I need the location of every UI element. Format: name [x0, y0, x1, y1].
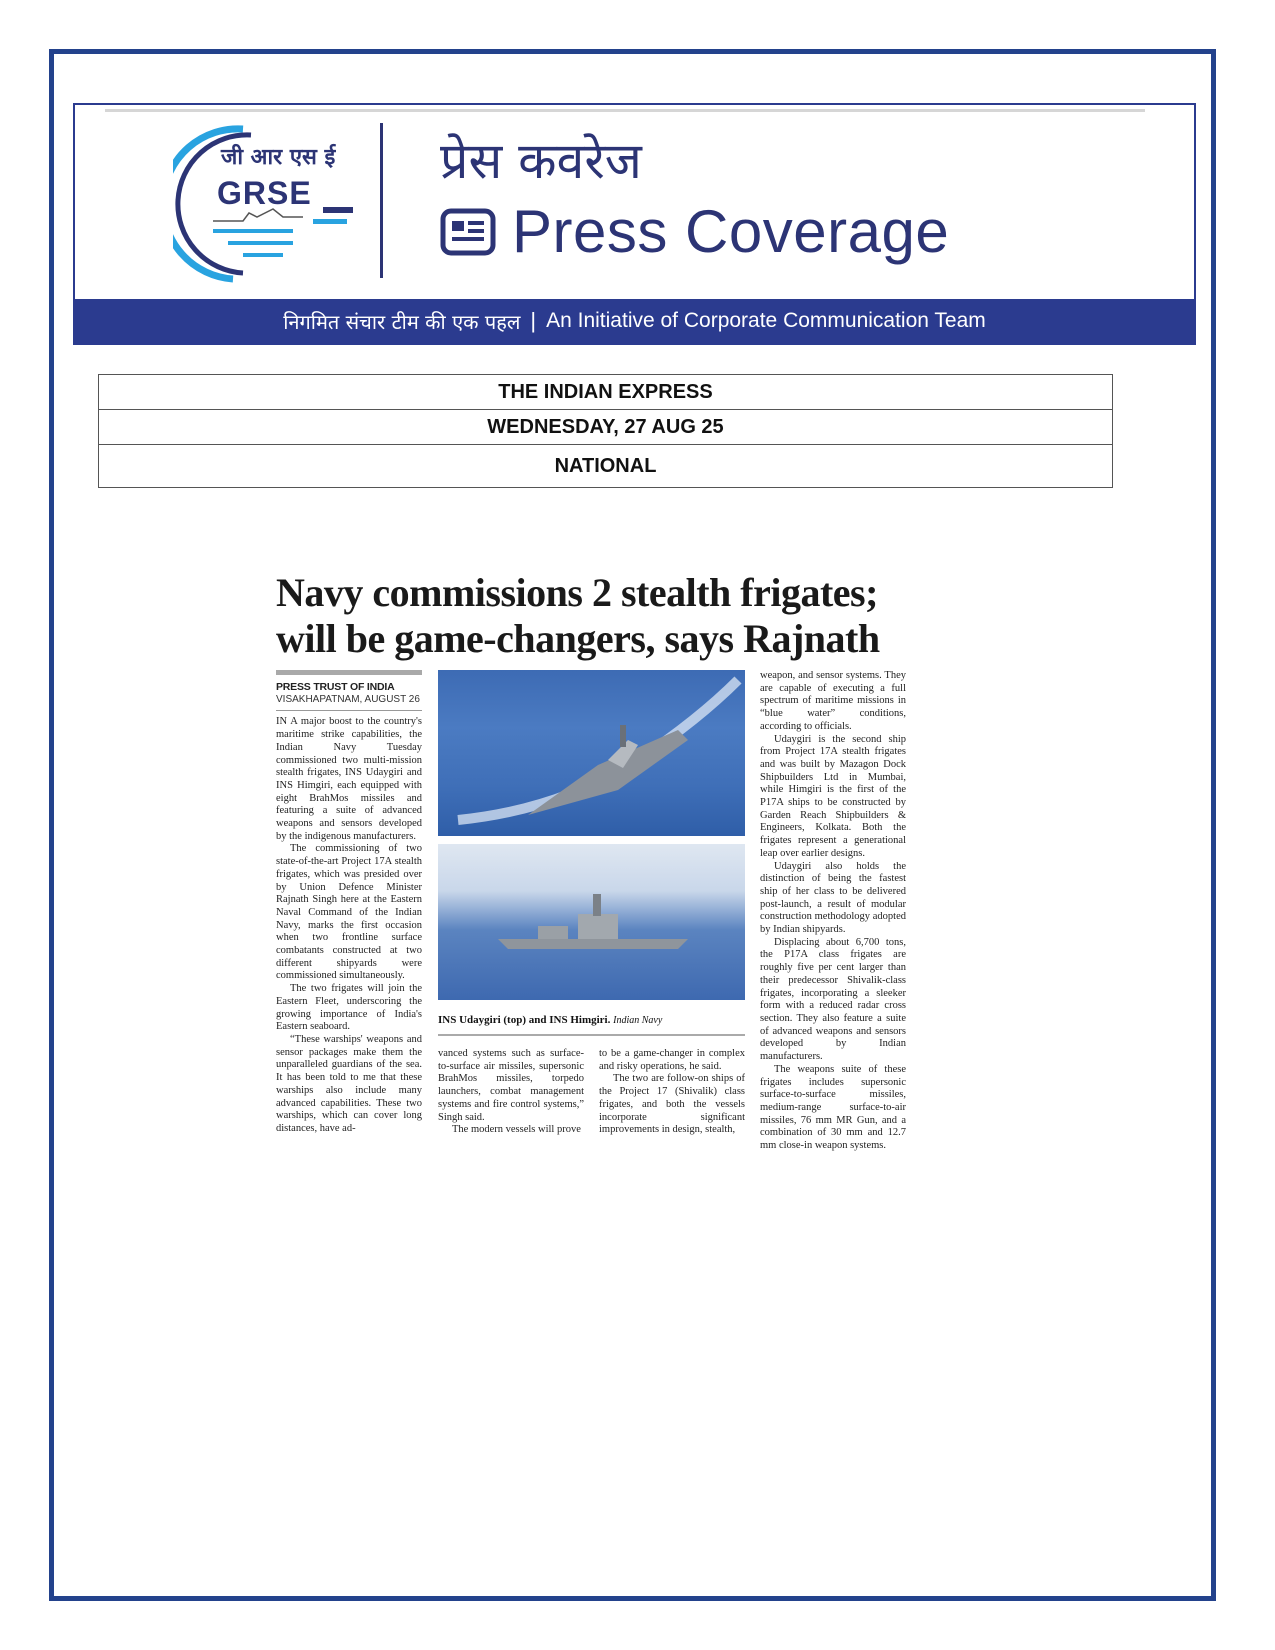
photo-caption — [438, 1014, 745, 1036]
paragraph: Udaygiri is the second ship from Project 17A stealth frigates and was built by Mazagon Dock Shipbuilders Ltd in Mumbai, while Himgiri is the first of the P17A ships to be constructed by Garden Reach Shipbuilders & Engineers, Kolkata. Both the frigates represent a generational leap over earlier designs. — [760, 733, 906, 859]
paragraph: The two are follow-on ships of the Project 17 (Shivalik) class frigates, and both the vessels incorporate significant improvements in design, stealth, — [599, 1073, 745, 1136]
photo-ins-himgiri — [438, 844, 745, 1000]
banner-tagline-strip — [75, 299, 1194, 343]
publication-name: THE INDIAN EXPRESS — [99, 375, 1113, 410]
paragraph: to be a game-changer in complex and risky operations, he said. — [599, 1048, 745, 1072]
paragraph: Udaygiri also holds the distinction of being the fastest ship of her class to be delivered post-launch, a result of modular construction methodology adopted by Indian shipyards. — [760, 860, 906, 936]
paragraph: weapon, and sensor systems. They are capable of executing a full spectrum of maritime missions in “blue water” conditions, according to officials. — [760, 670, 906, 732]
publication-info-table — [98, 374, 1113, 488]
headline-line-1: Navy commissions 2 stealth frigates; — [276, 570, 878, 615]
paragraph: “These warships' weapons and sensor packages make them the unparalleled guardians of the sea. It has been told to me that these warships also include many advanced capabilities. These two warships, which can cover long distances, have ad- — [276, 1033, 422, 1134]
publication-date: WEDNESDAY, 27 AUG 25 — [99, 410, 1113, 445]
article-column-3 — [599, 1048, 745, 1137]
tagline-separator: | — [530, 308, 537, 333]
press-coverage-banner — [73, 103, 1196, 345]
logo-hindi-text: जी आर एस ई — [221, 145, 336, 170]
tagline-hindi: निगमित संचार टीम की एक पहल — [283, 309, 521, 334]
banner-top-rule — [105, 109, 1145, 112]
tagline-english: An Initiative of Corporate Communication Team — [546, 309, 986, 332]
title-english-text: Press Coverage — [512, 198, 950, 265]
caption-text: INS Udaygiri (top) and INS Himgiri. — [438, 1014, 611, 1026]
headline-line-2: will be game-changers, says Rajnath — [276, 616, 880, 661]
paragraph: The commissioning of two state-of-the-art Project 17A stealth frigates, which was presided over by Union Defence Minister Rajnath Singh here at the Eastern Naval Command of the Indian Navy, marks the first occasion when two frontline surface combatants constructed at two different shipyards were commissioned simultaneously. — [276, 843, 422, 982]
warship-photo-icon — [438, 844, 745, 1000]
byline-rule — [276, 670, 422, 675]
logo-grse-text: GRSE — [217, 175, 312, 211]
paragraph: The modern vessels will prove — [452, 1124, 581, 1136]
newspaper-icon — [440, 208, 496, 256]
paragraph: The two frigates will join the Eastern Fleet, underscoring the growing importance of India's Eastern seaboard. — [276, 983, 422, 1033]
article-column-2 — [438, 1048, 584, 1137]
news-clipping — [276, 570, 906, 1152]
article-headline — [276, 570, 906, 662]
publication-section: NATIONAL — [99, 445, 1113, 488]
paragraph: The weapons suite of these frigates includes supersonic surface-to-surface missiles, medium-range surface-to-air missiles, 76 mm MR Gun, and a combination of 30 mm and 12.7 mm close-in weapon systems. — [760, 1063, 906, 1152]
article-column-1 — [276, 670, 422, 1136]
banner-divider — [380, 123, 383, 278]
paragraph: Displacing about 6,700 tons, the P17A class frigates are roughly five per cent larger than their predecessor Shivalik-class frigates, incorporating a sleeker form with a reduced radar cross section. They also feature a suite of advanced weapons and sensors developed by Indian manufacturers. — [760, 936, 906, 1063]
paragraph: IN A major boost to the country's maritime strike capabilities, the Indian Navy Tuesday commissioned two multi-mission stealth frigates, INS Udaygiri and INS Himgiri, each equipped with eight BrahMos missiles and featuring a suite of advanced weapons and sensors developed by the indigenous manufacturers. — [276, 716, 422, 842]
article-column-4 — [760, 670, 906, 1153]
warship-photo-icon — [438, 670, 745, 836]
dateline: VISAKHAPATNAM, AUGUST 26 — [276, 694, 422, 712]
photo-credit: Indian Navy — [613, 1015, 663, 1026]
agency-byline: PRESS TRUST OF INDIA — [276, 681, 395, 693]
title-hindi: प्रेस कवरेज — [440, 132, 642, 190]
grse-logo — [173, 121, 357, 287]
paragraph: vanced systems such as surface-to-surface air missiles, supersonic BrahMos missiles, torpedo launchers, combat management systems and fire control systems,” Singh said. — [438, 1048, 584, 1123]
title-english — [440, 197, 949, 266]
photo-ins-udaygiri — [438, 670, 745, 836]
